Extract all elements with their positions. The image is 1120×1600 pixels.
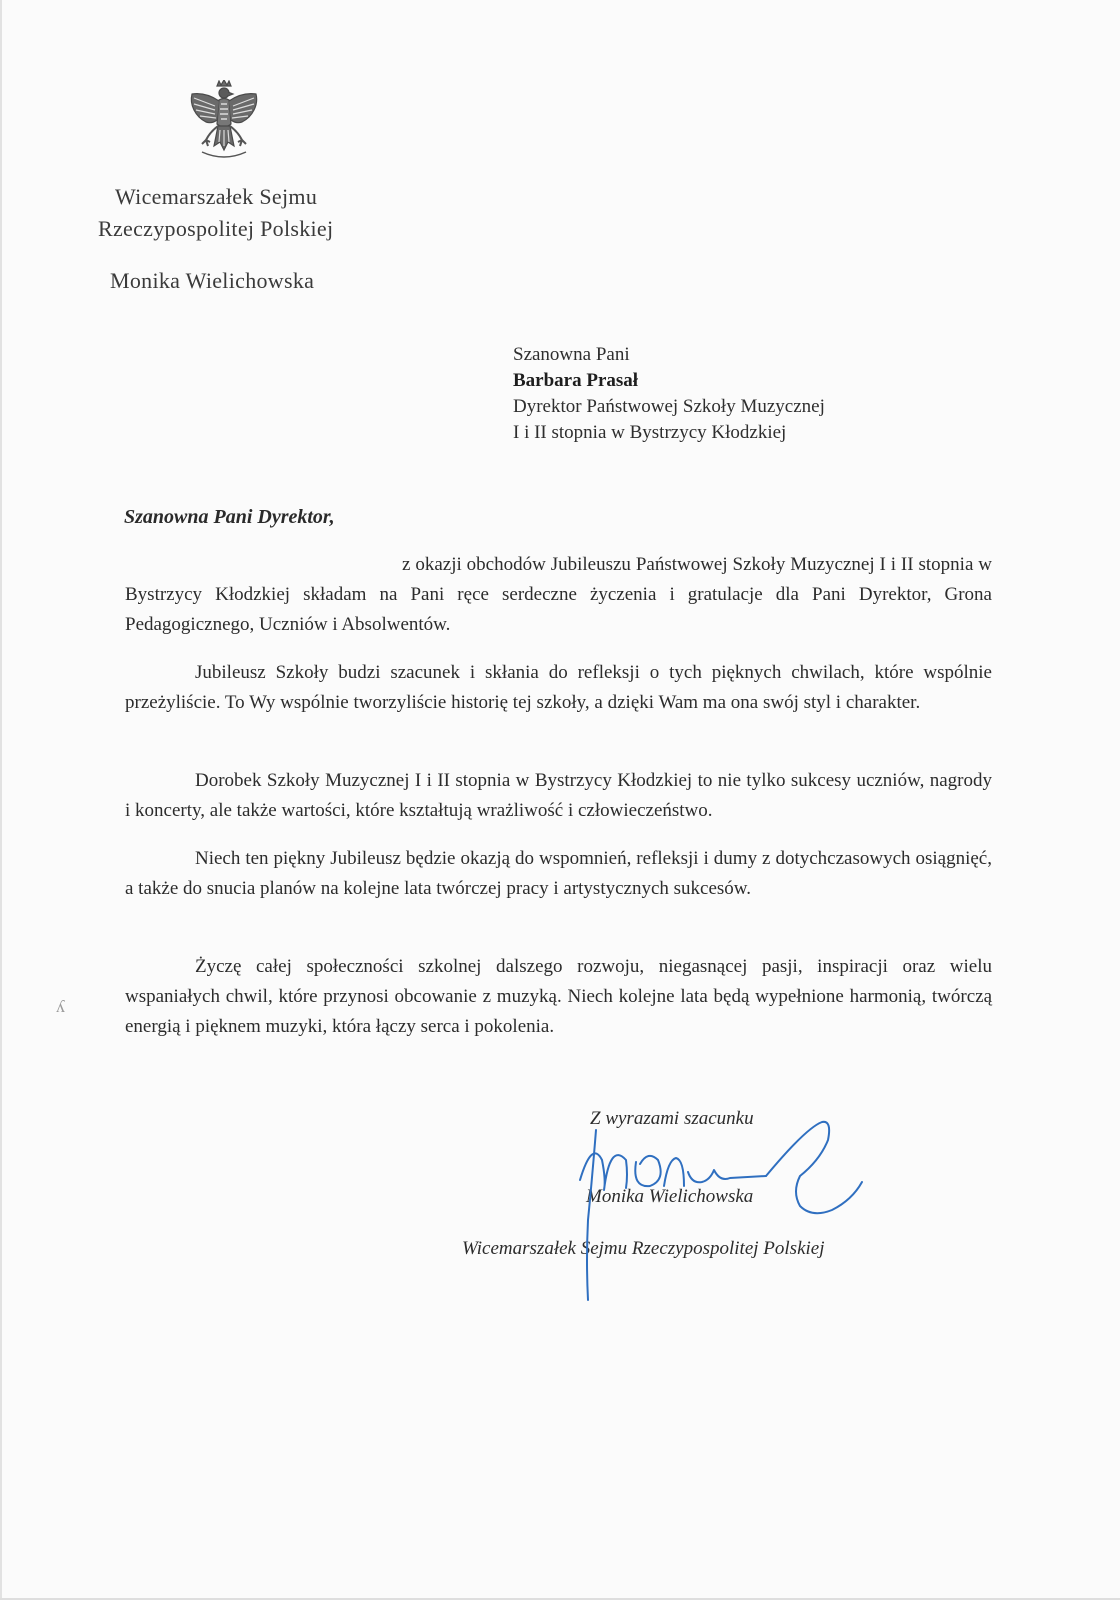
body-paragraph: z okazji obchodów Jubileuszu Państwowej Szkoły Muzycznej I i II stopnia w Bystrzycy Kłodzkiej składam na Pani ręce serdeczne życzenia i gratulacje dla Pani Dyrektor, Grona Pedagogicznego, Uczniów i Absolwentów. — [125, 554, 992, 635]
recipient-greeting: Szanowna Pani — [513, 344, 630, 365]
sender-title-line1: Wicemarszałek Sejmu — [115, 184, 318, 209]
body-paragraph: Niech ten piękny Jubileusz będzie okazją do wspomnień, refleksji i dumy z dotychczasowych osiągnięć, a także do snucia planów na kolejne lata twórczej pracy i artystycznych sukcesów. — [125, 848, 992, 899]
closing-regards: Z wyrazami szacunku — [590, 1108, 754, 1129]
salutation: Szanowna Pani Dyrektor, — [124, 506, 335, 528]
body-paragraph: Życzę całej społeczności szkolnej dalszego rozwoju, niegasnącej pasji, inspiracji oraz wielu wspaniałych chwil, które przynosi obcowanie z muzyką. Niech kolejne lata będą wypełnione harmonią, twórczą energią i pięknem muzyki, która łączy serca i pokolenia. — [125, 956, 992, 1037]
polish-eagle-emblem-icon — [188, 80, 260, 168]
handwritten-signature — [570, 1120, 900, 1340]
recipient-position-line2: I i II stopnia w Bystrzycy Kłodzkiej — [513, 422, 787, 443]
sender-name: Monika Wielichowska — [110, 268, 315, 293]
body-paragraph: Dorobek Szkoły Muzycznej I i II stopnia w Bystrzycy Kłodzkiej to nie tylko sukcesy uczniów, nagrody i koncerty, ale także wartości, które kształtują wrażliwość i człowieczeństwo. — [125, 770, 992, 821]
recipient-name: Barbara Prasał — [513, 370, 639, 391]
scan-edge-left — [0, 0, 2, 1600]
signer-title: Wicemarszałek Sejmu Rzeczypospolitej Polskiej — [462, 1238, 825, 1259]
signer-name: Monika Wielichowska — [586, 1186, 754, 1207]
scan-artifact-mark: ʎ — [56, 996, 65, 1016]
body-paragraph: Jubileusz Szkoły budzi szacunek i skłania do refleksji o tych pięknych chwilach, które wspólnie przeżyliście. To Wy wspólnie tworzyliście historię tej szkoły, a dzięki Wam ma ona swój styl i charakter. — [125, 662, 992, 713]
recipient-position-line1: Dyrektor Państwowej Szkoły Muzycznej — [513, 396, 825, 417]
sender-title-line2: Rzeczypospolitej Polskiej — [98, 216, 334, 241]
